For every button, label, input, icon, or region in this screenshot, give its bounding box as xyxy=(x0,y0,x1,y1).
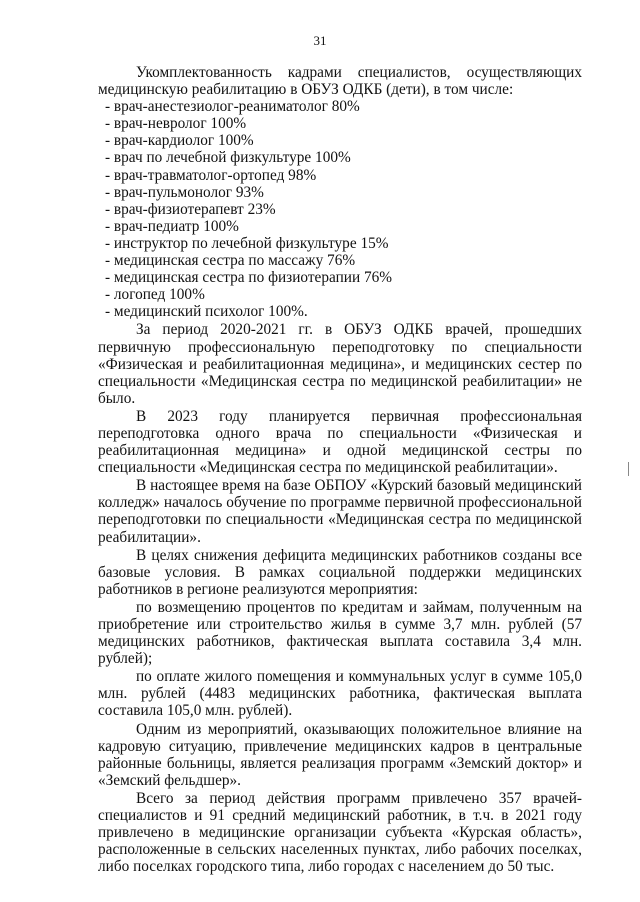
paragraph-retraining-2020-2021: За период 2020-2021 гг. в ОБУЗ ОДКБ врачей, прошедших первичную профессиональную переподготовку по специальности «Физическая и реабилитационная медицина», и медицинских сестер по специальности «Медицинская сестра по медицинской реабилитации» не было. xyxy=(98,321,582,407)
paragraph-social-support: В целях снижения дефицита медицинских работников созданы все базовые условия. В рамках социальной поддержки медицинских работников в регионе реализуются мероприятия: xyxy=(98,546,582,598)
page-number: 31 xyxy=(313,33,327,48)
list-item: - врач-травматолог-ортопед 98% xyxy=(105,166,317,184)
list-item: - медицинский психолог 100%. xyxy=(105,303,308,321)
list-item: - врач-анестезиолог-реаниматолог 80% xyxy=(105,98,360,116)
list-item: - медицинская сестра по массажу 76% xyxy=(105,252,356,270)
list-item: - врач по лечебной физкультуре 100% xyxy=(105,149,351,167)
scan-edge-mark xyxy=(628,462,629,476)
staffing-list xyxy=(98,98,582,320)
list-item: - инструктор по лечебной физкультуре 15% xyxy=(105,234,389,252)
paragraph-recruited-total: Всего за период действия программ привлечено 357 врачей-специалистов и 91 средний медицинский работник, в т.ч. в 2021 году привлечено в медицинские организации субъекта «Курская область», расположенные в сельских населенных пунктах, либо рабочих поселках, либо поселках городского типа, либо городах с населением до 50 тыс. xyxy=(98,789,582,876)
list-item: - логопед 100% xyxy=(105,286,205,304)
paragraph-plan-2023: В 2023 году планируется первичная профессиональная переподготовка одного врача по специальности «Физическая и реабилитационная медицина» и одной медицинской сестры по специальности «Медицинская сестра по медицинской реабилитации». xyxy=(98,407,582,477)
list-item: - врач-физиотерапевт 23% xyxy=(105,200,276,218)
document-body xyxy=(98,64,582,875)
list-item: - врач-невролог 100% xyxy=(105,115,247,133)
list-item: - врач-педиатр 100% xyxy=(105,217,239,235)
paragraph-zemsky-programs: Одним из мероприятий, оказывающих положительное влияние на кадровую ситуацию, привлечение медицинских кадров в центральные районные больницы, является реализация программ «Земский доктор» и «Земский фельдшер». xyxy=(98,720,582,789)
list-item: - врач-кардиолог 100% xyxy=(105,132,254,150)
list-item: - медицинская сестра по физиотерапии 76% xyxy=(105,269,392,287)
paragraph-loan-compensation: по возмещению процентов по кредитам и займам, полученным на приобретение или строительство жилья в сумме 3,7 млн. рублей (57 медицинских работников, фактическая выплата составила 3,4 млн. рублей); xyxy=(98,598,582,668)
intro-paragraph: Укомплектованность кадрами специалистов, осуществляющих медицинскую реабилитацию в ОБУЗ ОДКБ (дети), в том числе: xyxy=(98,64,582,99)
paragraph-housing-payment: по оплате жилого помещения и коммунальных услуг в сумме 105,0 млн. рублей (4483 медицинских работника, фактическая выплата составила 105,0 млн. рублей). xyxy=(98,668,582,720)
paragraph-college-training: В настоящее время на базе ОБПОУ «Курский базовый медицинский колледж» началось обучение по программе первичной профессиональной переподготовки по специальности «Медицинская сестра по медицинской реабилитации». xyxy=(98,477,582,546)
list-item: - врач-пульмонолог 93% xyxy=(105,183,264,201)
